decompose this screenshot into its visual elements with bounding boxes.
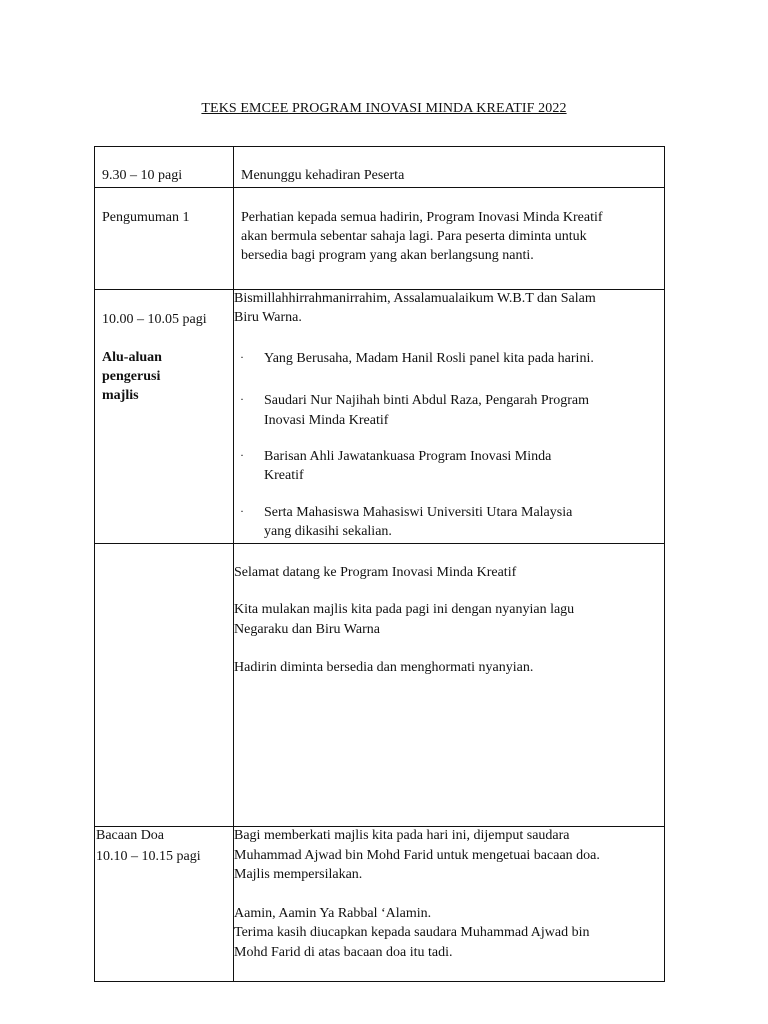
content-line: Aamin, Aamin Ya Rabbal ‘Alamin. [234, 906, 432, 921]
time-cell: 10.00 – 10.05 pagi [102, 312, 207, 327]
document-title: TEKS EMCEE PROGRAM INOVASI MINDA KREATIF 2022 [201, 101, 567, 116]
segment-label: pengerusi [102, 369, 161, 384]
content-line: Hadirin diminta bersedia dan menghormati nyanyian. [234, 660, 534, 675]
bullet-item: Kreatif [264, 468, 304, 483]
content-line: akan bermula sebentar sahaja lagi. Para peserta diminta untuk [241, 229, 587, 244]
segment-label: Alu-aluan [102, 350, 162, 365]
table-border-bottom [94, 981, 665, 982]
time-cell: 10.10 – 10.15 pagi [96, 849, 201, 864]
content-line: Majlis mempersilakan. [234, 867, 363, 882]
content-line: Biru Warna. [234, 310, 302, 325]
content-line: Muhammad Ajwad bin Mohd Farid untuk mengetuai bacaan doa. [234, 848, 600, 863]
table-border-left [94, 146, 95, 982]
content-line: Menunggu kehadiran Peserta [241, 168, 405, 183]
table-row-divider [94, 543, 665, 544]
bullet-marker: · [240, 504, 244, 518]
content-line: Mohd Farid di atas bacaan doa itu tadi. [234, 945, 453, 960]
time-cell: 9.30 – 10 pagi [102, 168, 183, 183]
bullet-item: Serta Mahasiswa Mahasiswi Universiti Utara Malaysia [264, 505, 573, 520]
content-line: Bagi memberkati majlis kita pada hari ini, dijemput saudara [234, 828, 570, 843]
content-line: Selamat datang ke Program Inovasi Minda Kreatif [234, 565, 517, 580]
content-line: bersedia bagi program yang akan berlangsung nanti. [241, 248, 534, 263]
bullet-item: Saudari Nur Najihah binti Abdul Raza, Pengarah Program [264, 393, 590, 408]
bullet-marker: · [240, 392, 244, 406]
bullet-item: yang dikasihi sekalian. [264, 524, 392, 539]
segment-cell: Bacaan Doa [96, 828, 165, 843]
table-border-right [664, 146, 665, 982]
bullet-item: Inovasi Minda Kreatif [264, 413, 389, 428]
bullet-marker: · [240, 448, 244, 462]
table-border-top [94, 146, 665, 147]
segment-label: majlis [102, 388, 139, 403]
segment-cell: Pengumuman 1 [102, 210, 190, 225]
table-row-divider [94, 187, 665, 188]
content-line: Negaraku dan Biru Warna [234, 622, 380, 637]
content-line: Bismillahhirrahmanirrahim, Assalamualaikum W.B.T dan Salam [234, 291, 596, 306]
content-line: Kita mulakan majlis kita pada pagi ini dengan nyanyian lagu [234, 602, 575, 617]
bullet-item: Barisan Ahli Jawatankuasa Program Inovasi Minda [264, 449, 552, 464]
content-line: Perhatian kepada semua hadirin, Program Inovasi Minda Kreatif [241, 210, 603, 225]
content-line: Terima kasih diucapkan kepada saudara Muhammad Ajwad bin [234, 925, 590, 940]
bullet-item: Yang Berusaha, Madam Hanil Rosli panel kita pada harini. [264, 351, 594, 366]
bullet-marker: · [240, 350, 244, 364]
